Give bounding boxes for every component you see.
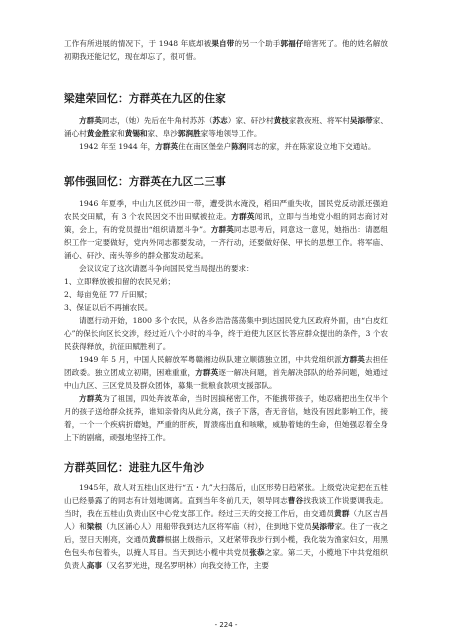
text-run: 为了祖国，四处奔波革命，当时因搞秘密工作，不能携带孩子，她忍痛把出生仅半个月的孩子送给群众抚养，谁知亲骨肉从此分离，孩子下落，杳无音信，她没有因此影响工作，接着，一个一个疾病折磨她，严重的肝疾，胃溃疡出血和咳嗽，威胁着她的生命，但她强忍着全身上下的剧痛，顽强地坚持工作。 [64, 394, 388, 442]
person-name: 曹谷 [287, 496, 304, 505]
person-name: 陈润 [231, 142, 247, 151]
text-run: 1946 年夏季，中山九区低沙田一带，遭受洪水淹没，稻田严重失收，国民党反动派还强迫农民交田赋，有 3 个农民因交不出田赋被拉走。 [64, 199, 388, 221]
person-name: 吴添带 [311, 522, 335, 531]
text-run: 家、阜沙 [147, 129, 178, 138]
text-run: （又名罗光进，现名罗明林）向我交待工作，主要 [101, 561, 270, 570]
list-item: 1、立即释放被扣留的农民兄弟； [64, 277, 176, 286]
person-name: 张恭 [249, 548, 265, 557]
person-name: 黄枝 [273, 116, 289, 125]
person-name: 黄锡和 [124, 129, 148, 138]
section-heading: 郭伟强回忆：方群英在九区二三事 [64, 176, 226, 188]
intro-paragraph [64, 37, 388, 63]
text-run: 1942 年至 1944 年， [79, 142, 156, 151]
section-heading: 梁建荣回忆：方群英在九区的住家 [64, 93, 226, 105]
body-paragraph [64, 114, 388, 140]
person-name: 方群英 [210, 225, 234, 234]
body-paragraph [64, 262, 388, 275]
text-run: 家和 [109, 129, 125, 138]
person-name: 方群英 [231, 212, 255, 221]
person-name: 方群英 [341, 355, 365, 364]
text-run: 请愿行动开始，1800 多个农民，从各乡浩浩荡荡集中到达国民党九区政府外面，由“白皮红心”的保长向区长交涉，经过近八个小时的斗争，终于迫使九区区长答应群众提出的条件，3 个农民获得释放，抗征田赋胜利了。 [64, 316, 388, 351]
body-paragraph [64, 197, 388, 262]
person-name: 苏志 [212, 116, 228, 125]
person-name: 吴添带 [349, 116, 373, 125]
body-paragraph [64, 481, 388, 572]
text-run: 之家。第二天，小榄地下中共党组织负责人 [64, 548, 389, 570]
page-number: - 224 - [214, 621, 238, 629]
person-name: 黄金胜 [86, 129, 110, 138]
intro-block [64, 37, 388, 63]
text-run: 家等地领导工作。 [200, 129, 262, 138]
person-name: 郭福仔 [280, 39, 304, 48]
text-run: 1945年，敌人对五桂山区进行“五・九”大扫荡后，山区形势日趋紧张。上级党决定把在五桂山已经暴露了的同志有计划地调离。直到当年冬前几天，领导同志 [64, 483, 388, 505]
body-paragraph [64, 314, 388, 353]
section-body [64, 197, 388, 444]
text-run: 家、涌心村 [64, 116, 389, 138]
person-name: 方群英 [79, 394, 103, 403]
list-item: 3、保证以后不再捕农民。 [64, 303, 153, 312]
list-item: 2、每亩免征 77 斤田赋； [64, 290, 152, 299]
section-fang [64, 461, 388, 572]
person-name: 方群英 [195, 368, 219, 377]
section-heading: 方群英回忆：进驻九区牛角沙 [64, 462, 205, 474]
document-page [64, 0, 388, 639]
text-run: 同志思考后，同意这一意见，她指出：请愿组织工作一定要做好，党内外同志都要发动，一齐行动，还要做好保、甲长的思想工作。将军庙、涌心、矸沙、南头等乡的群众都发动起来。 [64, 225, 389, 260]
text-run: 同志的家，并在陈家设立地下交通站。 [246, 142, 376, 151]
section-guo [64, 175, 388, 444]
section-body [64, 481, 388, 572]
text-run: 去担任团政委。独立团成立初期，困难重重， [64, 355, 389, 377]
text-run: 同志，（她）先后在牛角村苏苏（ [101, 116, 213, 125]
person-name: 梁根 [86, 522, 103, 531]
text-run: 找我谈工作说要调我走。当时，我在五桂山负责山区中心党支部工作。经过三天的交接工作后，由交通员 [64, 496, 388, 518]
body-paragraph [64, 140, 388, 153]
person-name: 方群英 [79, 116, 102, 125]
text-run: 逐一解决问题，首先解决部队的给养问题，她通过中山九区、三区党员及群众团体，募集一批粮食款项支援部队。 [64, 368, 389, 390]
text-run: ）家、矸沙村 [227, 116, 274, 125]
body-paragraph [64, 392, 388, 444]
text-run: 家。住了一夜之后，翌日天刚亮，交通员 [64, 522, 389, 544]
text-run: 家教夜班、将军村 [288, 116, 350, 125]
person-name: 黄群 [148, 535, 165, 544]
person-name: 高事 [86, 561, 102, 570]
person-name: 黄群 [334, 509, 350, 518]
person-name: 果自带 [211, 39, 235, 48]
text-run: 闻讯，立即与当地党小组的同志商讨对策，会上，有的党员提出“组织请愿斗争”。 [64, 212, 389, 234]
text-run: 的另一个助手 [234, 39, 281, 48]
text-run: 工作有所进展的情况下，于 1948 年底却被 [64, 39, 212, 48]
section-body [64, 114, 388, 153]
section-liang [64, 92, 388, 153]
text-run: 住在南区堡垒户 [178, 142, 232, 151]
text-run: 1949 年 5 月，中国人民解放军粤赣湘边纵队建立顺德独立团，中共党组织派 [79, 355, 342, 364]
person-name: 郭润胜 [177, 129, 201, 138]
text-run: （九区吉昌人）和 [64, 509, 389, 531]
text-run: 会议议定了这次请愿斗争向国民党当局提出的要求： [79, 264, 254, 273]
body-paragraph [64, 353, 388, 392]
text-run: （九区涌心人）用船带我到达九区将军庙（村），住到地下党员 [102, 522, 312, 531]
text-run: 暗害死了。他的姓名解放初期我还能记忆，现在却忘了，很可惜。 [64, 39, 389, 61]
text-run: 根据上级指示，又赶紧带我步行到小榄，我化装为渔家妇女，用黑色包头布包着头，以掩人耳目。当天到达小榄中共党员 [64, 535, 389, 557]
person-name: 方群英 [155, 142, 179, 151]
